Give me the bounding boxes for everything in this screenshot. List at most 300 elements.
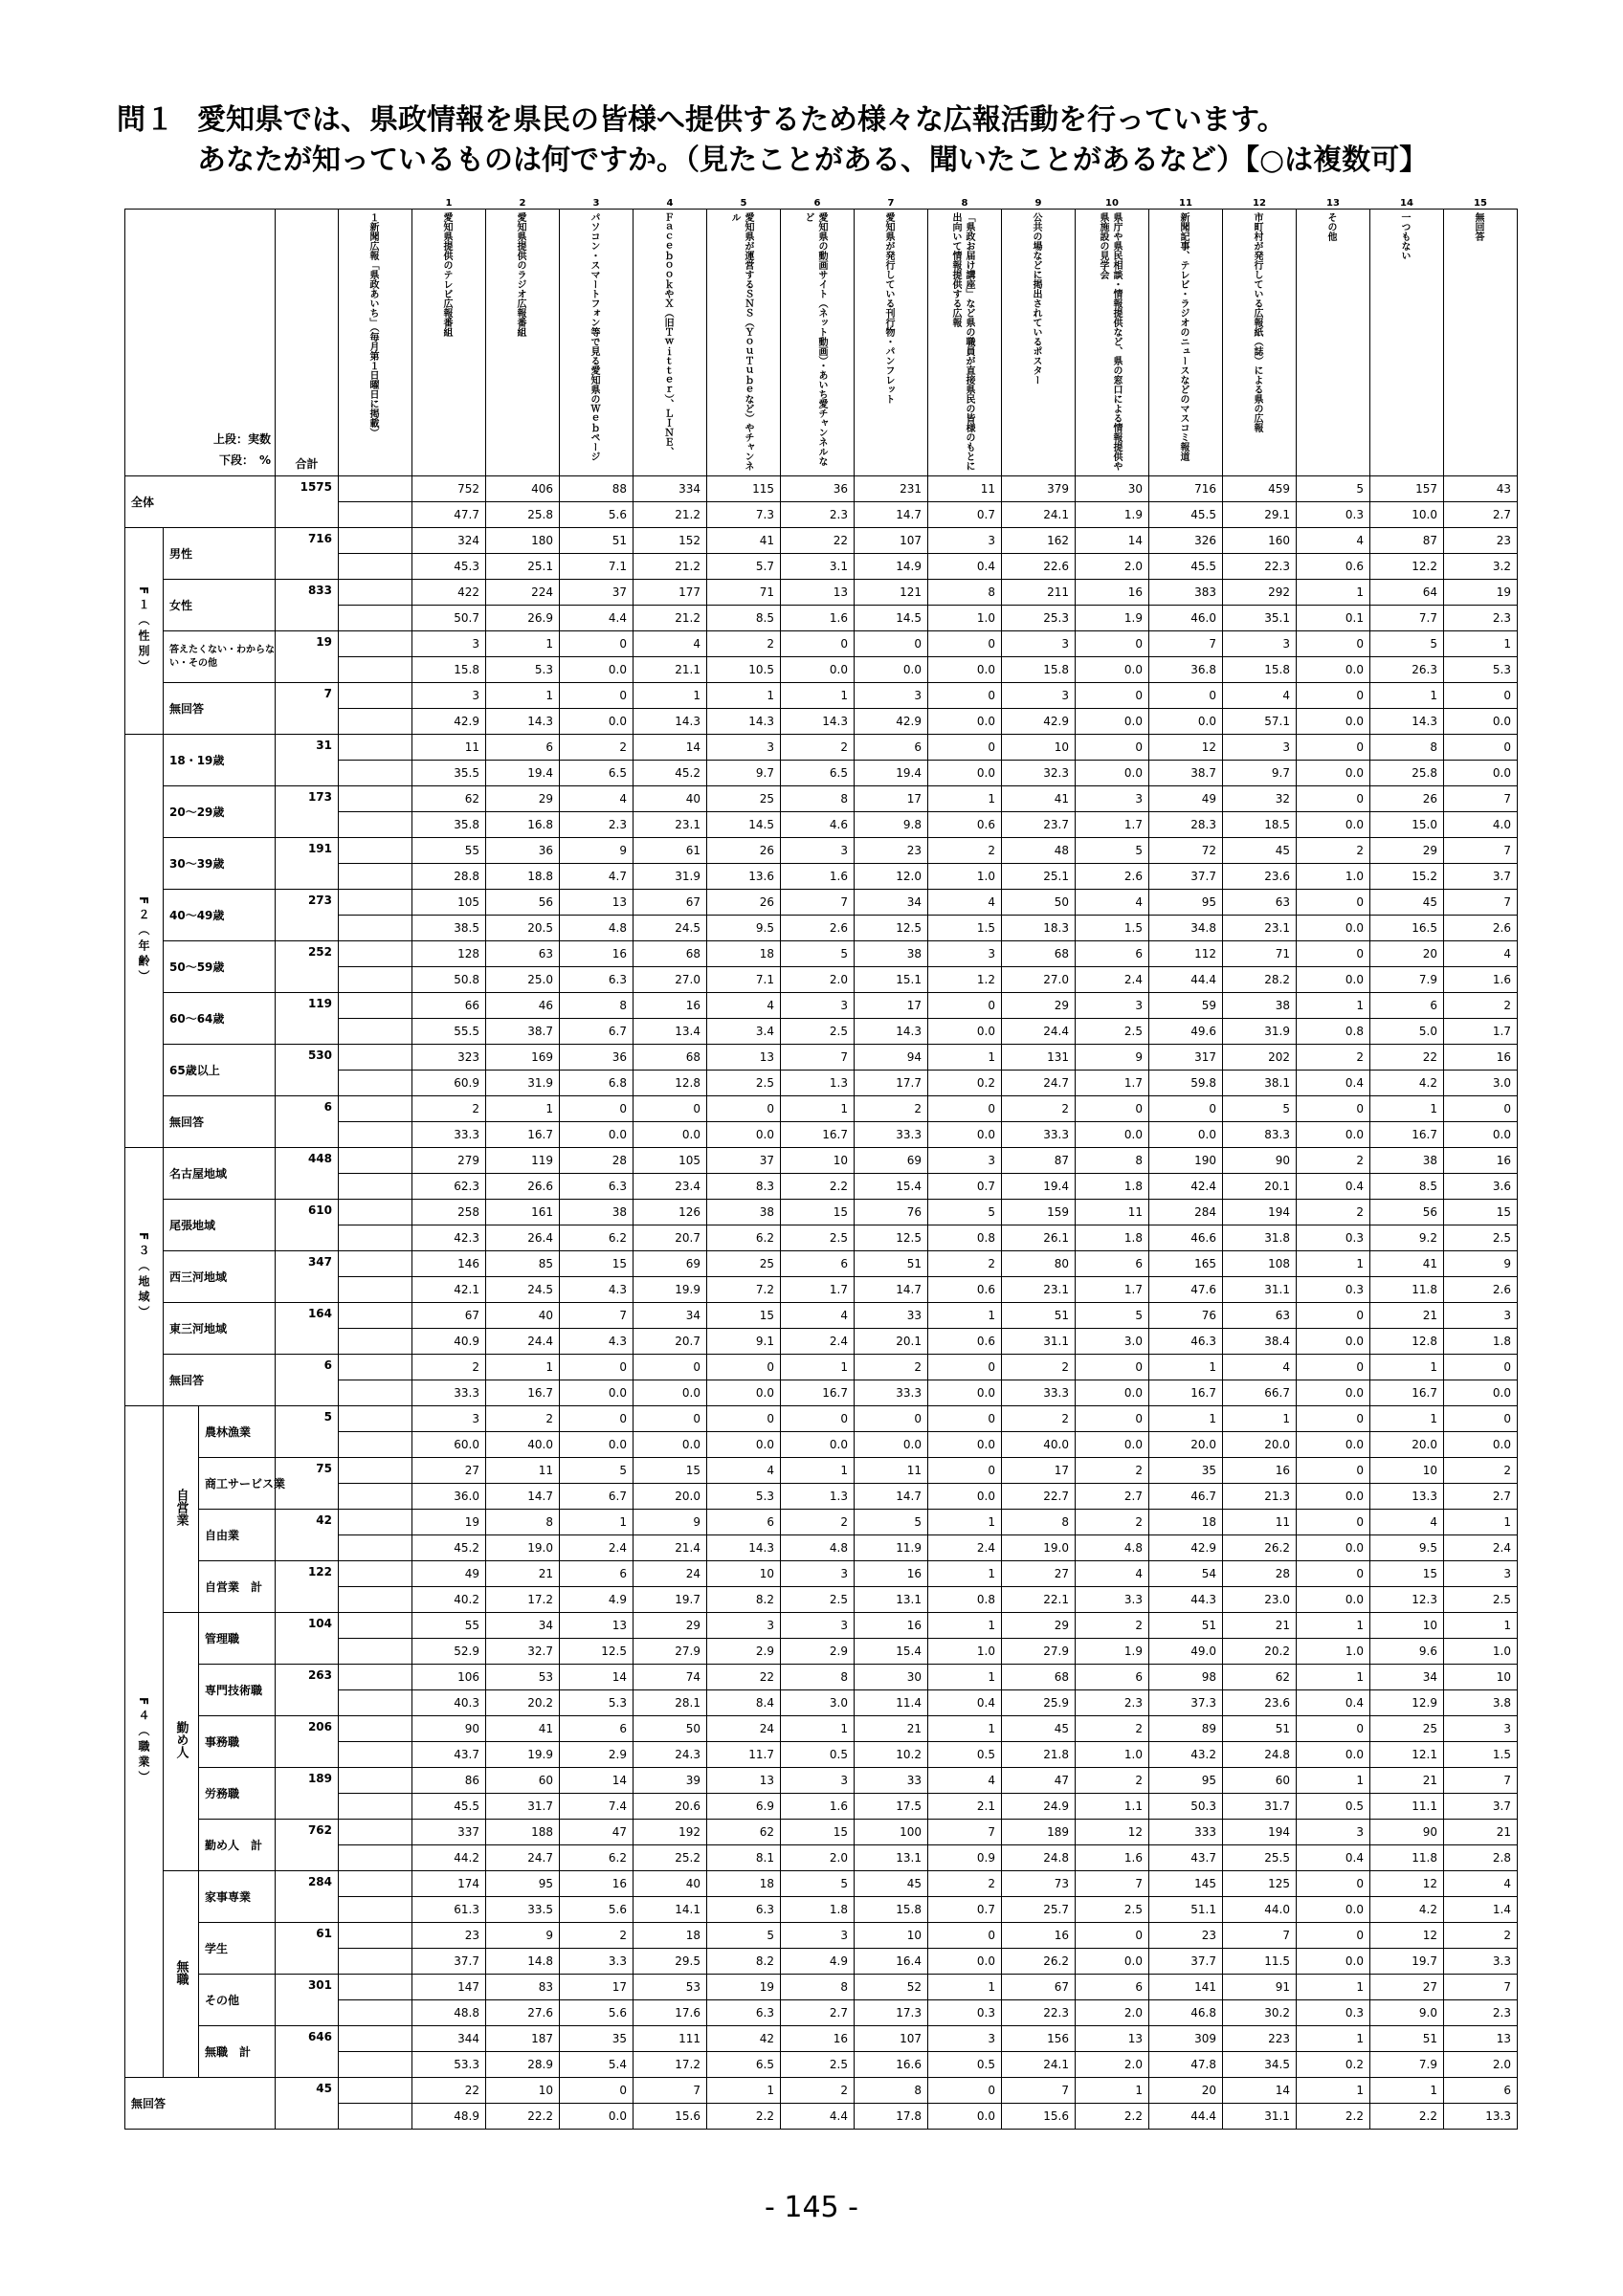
spacer-cell xyxy=(339,2052,412,2078)
count-cell: 35 xyxy=(560,2026,634,2052)
percent-cell: 35.5 xyxy=(412,761,486,786)
percent-cell: 1.4 xyxy=(1444,1897,1518,1923)
percent-cell: 1.5 xyxy=(1076,916,1149,941)
spacer-cell xyxy=(339,502,412,528)
count-cell: 6 xyxy=(1076,1975,1149,2000)
percent-cell: 6.2 xyxy=(560,1225,634,1251)
percent-cell: 0.7 xyxy=(928,502,1002,528)
count-cell: 16 xyxy=(781,2026,855,2052)
percent-cell: 2.6 xyxy=(781,916,855,941)
count-cell: 1 xyxy=(781,1716,855,1742)
percent-cell: 51.1 xyxy=(1149,1897,1223,1923)
percent-cell: 3.0 xyxy=(1076,1329,1149,1355)
percent-cell: 25.2 xyxy=(634,1845,707,1871)
percent-cell: 5.7 xyxy=(707,554,781,580)
count-cell: 15 xyxy=(707,1303,781,1329)
count-cell: 0 xyxy=(928,993,1002,1019)
percent-cell: 0.6 xyxy=(928,1329,1002,1355)
percent-cell: 15.4 xyxy=(855,1174,928,1200)
count-cell: 292 xyxy=(1223,580,1297,606)
percent-cell: 0.0 xyxy=(855,657,928,683)
percent-cell: 0.0 xyxy=(1297,761,1370,786)
spacer-cell xyxy=(339,1845,412,1871)
count-cell: 36 xyxy=(560,1045,634,1071)
count-cell: 1 xyxy=(1076,2078,1149,2104)
count-cell: 60 xyxy=(1223,1768,1297,1794)
percent-cell: 14.3 xyxy=(634,709,707,735)
percent-cell: 47.6 xyxy=(1149,1277,1223,1303)
count-cell: 174 xyxy=(412,1871,486,1897)
percent-cell: 12.0 xyxy=(855,864,928,890)
count-cell: 202 xyxy=(1223,1045,1297,1071)
count-cell: 162 xyxy=(1002,528,1076,554)
percent-cell: 0.0 xyxy=(560,709,634,735)
count-cell: 16 xyxy=(855,1613,928,1639)
count-cell: 10 xyxy=(855,1923,928,1949)
percent-cell: 1.8 xyxy=(1076,1225,1149,1251)
percent-cell: 31.7 xyxy=(486,1794,560,1820)
percent-cell: 6.7 xyxy=(560,1484,634,1510)
column-number: 5 xyxy=(740,198,747,209)
column-header xyxy=(560,210,634,476)
percent-cell: 33.3 xyxy=(1002,1122,1076,1148)
count-cell: 38 xyxy=(707,1200,781,1225)
count-cell: 119 xyxy=(486,1148,560,1174)
count-cell: 279 xyxy=(412,1148,486,1174)
count-cell: 2 xyxy=(781,735,855,761)
percent-cell: 0.0 xyxy=(928,1432,1002,1458)
count-cell: 0 xyxy=(1076,631,1149,657)
percent-cell: 20.7 xyxy=(634,1329,707,1355)
row-label: 全体 xyxy=(125,476,276,528)
count-cell: 26 xyxy=(707,890,781,916)
count-cell: 16 xyxy=(1076,580,1149,606)
percent-cell: 2.7 xyxy=(1444,502,1518,528)
count-cell: 49 xyxy=(412,1561,486,1587)
percent-cell: 4.8 xyxy=(1076,1535,1149,1561)
count-cell: 1 xyxy=(928,1665,1002,1690)
count-cell: 2 xyxy=(412,1355,486,1380)
percent-cell: 7.2 xyxy=(707,1277,781,1303)
count-cell: 21 xyxy=(855,1716,928,1742)
percent-cell: 0.0 xyxy=(1076,761,1149,786)
count-cell: 6 xyxy=(1076,1665,1149,1690)
count-cell: 2 xyxy=(855,1355,928,1380)
count-cell: 7 xyxy=(1444,1768,1518,1794)
count-cell: 0 xyxy=(1297,1510,1370,1535)
spacer-cell xyxy=(339,735,412,761)
percent-cell: 29.1 xyxy=(1223,502,1297,528)
percent-cell: 12.5 xyxy=(560,1639,634,1665)
count-cell: 7 xyxy=(1444,1975,1518,2000)
count-cell: 107 xyxy=(855,528,928,554)
count-cell: 22 xyxy=(1370,1045,1444,1071)
percent-cell: 16.7 xyxy=(1370,1122,1444,1148)
count-cell: 344 xyxy=(412,2026,486,2052)
row-label: 女性 xyxy=(164,580,276,631)
percent-cell: 6.9 xyxy=(707,1794,781,1820)
count-cell: 3 xyxy=(1076,786,1149,812)
percent-cell: 23.1 xyxy=(1002,1277,1076,1303)
count-cell: 28 xyxy=(1223,1561,1297,1587)
count-cell: 23 xyxy=(1444,528,1518,554)
percent-cell: 55.5 xyxy=(412,1019,486,1045)
percent-cell: 0.4 xyxy=(1297,1845,1370,1871)
count-cell: 4 xyxy=(560,786,634,812)
spacer-cell xyxy=(339,709,412,735)
count-cell: 1 xyxy=(1444,1613,1518,1639)
count-cell: 95 xyxy=(1149,1768,1223,1794)
percent-cell: 0.4 xyxy=(1297,1174,1370,1200)
percent-cell: 2.2 xyxy=(1076,2104,1149,2130)
percent-cell: 0.0 xyxy=(1076,1122,1149,1148)
column-header xyxy=(412,210,486,476)
percent-cell: 35.8 xyxy=(412,812,486,838)
spacer-cell xyxy=(339,1303,412,1329)
percent-cell: 2.2 xyxy=(781,1174,855,1200)
percent-cell: 0.6 xyxy=(1297,554,1370,580)
count-cell: 26 xyxy=(1370,786,1444,812)
percent-cell: 4.9 xyxy=(560,1587,634,1613)
percent-cell: 0.0 xyxy=(1297,1380,1370,1406)
row-label: 尾張地域 xyxy=(164,1200,276,1251)
count-cell: 41 xyxy=(1002,786,1076,812)
percent-cell: 66.7 xyxy=(1223,1380,1297,1406)
row-label: 無回答 xyxy=(164,1355,276,1406)
count-cell: 131 xyxy=(1002,1045,1076,1071)
count-cell: 2 xyxy=(928,838,1002,864)
count-cell: 1 xyxy=(1297,2078,1370,2104)
count-cell: 87 xyxy=(1002,1148,1076,1174)
percent-cell: 24.7 xyxy=(486,1845,560,1871)
count-cell: 2 xyxy=(1076,1613,1149,1639)
count-cell: 85 xyxy=(486,1251,560,1277)
count-cell: 3 xyxy=(928,2026,1002,2052)
count-cell: 19 xyxy=(1444,580,1518,606)
percent-cell: 1.5 xyxy=(1444,1742,1518,1768)
count-cell: 0 xyxy=(560,1096,634,1122)
total-cell: 61 xyxy=(276,1923,339,1975)
count-cell: 157 xyxy=(1370,476,1444,502)
percent-cell: 15.8 xyxy=(412,657,486,683)
count-cell: 6 xyxy=(855,735,928,761)
spacer-cell xyxy=(339,683,412,709)
percent-cell: 6.8 xyxy=(560,1071,634,1096)
percent-cell: 4.2 xyxy=(1370,1071,1444,1096)
percent-cell: 0.0 xyxy=(560,1432,634,1458)
percent-cell: 24.7 xyxy=(1002,1071,1076,1096)
count-cell: 1 xyxy=(1297,1975,1370,2000)
percent-cell: 11.4 xyxy=(855,1690,928,1716)
count-cell: 1 xyxy=(928,1716,1002,1742)
percent-cell: 0.0 xyxy=(634,1380,707,1406)
count-cell: 26 xyxy=(707,838,781,864)
table-row xyxy=(125,528,1518,554)
percent-cell: 20.6 xyxy=(634,1794,707,1820)
total-cell: 762 xyxy=(276,1820,339,1871)
count-cell: 15 xyxy=(560,1251,634,1277)
total-cell: 716 xyxy=(276,528,339,580)
spacer-cell xyxy=(339,1122,412,1148)
percent-cell: 37.3 xyxy=(1149,1690,1223,1716)
percent-cell: 0.5 xyxy=(928,2052,1002,2078)
count-cell: 0 xyxy=(1297,1716,1370,1742)
percent-cell: 33.3 xyxy=(855,1380,928,1406)
percent-cell: 1.7 xyxy=(1076,812,1149,838)
count-cell: 11 xyxy=(412,735,486,761)
count-cell: 1 xyxy=(781,1458,855,1484)
column-number: 8 xyxy=(961,198,968,209)
row-label: 管理職 xyxy=(199,1613,276,1665)
percent-cell: 0.4 xyxy=(1297,1690,1370,1716)
count-cell: 17 xyxy=(1002,1458,1076,1484)
count-cell: 190 xyxy=(1149,1148,1223,1174)
percent-cell: 16.7 xyxy=(1370,1380,1444,1406)
count-cell: 3 xyxy=(412,631,486,657)
percent-cell: 23.1 xyxy=(634,812,707,838)
count-cell: 1 xyxy=(928,1975,1002,2000)
count-cell: 1 xyxy=(781,683,855,709)
percent-cell: 42.3 xyxy=(412,1225,486,1251)
percent-cell: 1.3 xyxy=(781,1071,855,1096)
spacer-cell xyxy=(339,1535,412,1561)
count-cell: 62 xyxy=(412,786,486,812)
count-cell: 15 xyxy=(634,1458,707,1484)
percent-cell: 49.6 xyxy=(1149,1019,1223,1045)
count-cell: 194 xyxy=(1223,1200,1297,1225)
percent-cell: 2.0 xyxy=(781,967,855,993)
count-cell: 51 xyxy=(855,1251,928,1277)
count-cell: 0 xyxy=(928,2078,1002,2104)
count-cell: 1 xyxy=(486,683,560,709)
count-cell: 73 xyxy=(1002,1871,1076,1897)
percent-cell: 0.1 xyxy=(1297,606,1370,631)
count-cell: 60 xyxy=(486,1768,560,1794)
count-cell: 159 xyxy=(1002,1200,1076,1225)
table-row xyxy=(125,1303,1518,1329)
percent-cell: 28.9 xyxy=(486,2052,560,2078)
percent-cell: 0.0 xyxy=(928,709,1002,735)
count-cell: 194 xyxy=(1223,1820,1297,1845)
table-row xyxy=(125,941,1518,967)
percent-cell: 50.7 xyxy=(412,606,486,631)
count-cell: 18 xyxy=(634,1923,707,1949)
count-cell: 68 xyxy=(634,1045,707,1071)
count-cell: 41 xyxy=(486,1716,560,1742)
count-cell: 10 xyxy=(1444,1665,1518,1690)
count-cell: 22 xyxy=(412,2078,486,2104)
percent-cell: 46.7 xyxy=(1149,1484,1223,1510)
spacer-cell xyxy=(339,1355,412,1380)
count-cell: 8 xyxy=(781,1665,855,1690)
row-label: 労務職 xyxy=(199,1768,276,1820)
count-cell: 223 xyxy=(1223,2026,1297,2052)
count-cell: 2 xyxy=(412,1096,486,1122)
percent-cell: 2.5 xyxy=(1076,1897,1149,1923)
percent-cell: 2.0 xyxy=(1444,2052,1518,2078)
percent-cell: 33.3 xyxy=(412,1122,486,1148)
percent-cell: 1.9 xyxy=(1076,502,1149,528)
count-cell: 716 xyxy=(1149,476,1223,502)
percent-cell: 2.4 xyxy=(560,1535,634,1561)
percent-cell: 9.5 xyxy=(707,916,781,941)
count-cell: 6 xyxy=(486,735,560,761)
count-cell: 64 xyxy=(1370,580,1444,606)
column-number: 2 xyxy=(519,198,526,209)
total-cell: 119 xyxy=(276,993,339,1045)
count-cell: 8 xyxy=(1002,1510,1076,1535)
count-cell: 2 xyxy=(1444,1458,1518,1484)
count-cell: 76 xyxy=(855,1200,928,1225)
count-cell: 34 xyxy=(1370,1665,1444,1690)
count-cell: 6 xyxy=(1076,941,1149,967)
count-cell: 36 xyxy=(486,838,560,864)
column-header xyxy=(634,210,707,476)
count-cell: 16 xyxy=(1002,1923,1076,1949)
count-cell: 6 xyxy=(1370,993,1444,1019)
count-cell: 20 xyxy=(1370,941,1444,967)
percent-cell: 42.9 xyxy=(412,709,486,735)
column-header-text: 公共の場などに掲出されているポスター xyxy=(1031,212,1041,385)
percent-cell: 42.9 xyxy=(855,709,928,735)
percent-cell: 0.0 xyxy=(928,1019,1002,1045)
percent-cell: 0.0 xyxy=(1297,1484,1370,1510)
count-cell: 100 xyxy=(855,1820,928,1845)
percent-cell: 3.1 xyxy=(781,554,855,580)
percent-cell: 20.5 xyxy=(486,916,560,941)
percent-cell: 6.7 xyxy=(560,1019,634,1045)
percent-cell: 17.8 xyxy=(855,2104,928,2130)
percent-cell: 45.2 xyxy=(412,1535,486,1561)
count-cell: 66 xyxy=(412,993,486,1019)
row-label: 自営業 計 xyxy=(199,1561,276,1613)
percent-cell: 8.2 xyxy=(707,1949,781,1975)
count-cell: 1 xyxy=(707,2078,781,2104)
count-cell: 2 xyxy=(781,1510,855,1535)
percent-cell: 26.3 xyxy=(1370,657,1444,683)
count-cell: 25 xyxy=(707,786,781,812)
percent-cell: 2.3 xyxy=(560,812,634,838)
column-header xyxy=(1076,210,1149,476)
count-cell: 111 xyxy=(634,2026,707,2052)
count-cell: 21 xyxy=(1370,1768,1444,1794)
spacer-cell xyxy=(339,1432,412,1458)
percent-cell: 40.0 xyxy=(486,1432,560,1458)
spacer-cell xyxy=(339,2000,412,2026)
count-cell: 3 xyxy=(1223,735,1297,761)
spacer-cell xyxy=(339,631,412,657)
count-cell: 128 xyxy=(412,941,486,967)
count-cell: 68 xyxy=(1002,1665,1076,1690)
percent-cell: 5.4 xyxy=(560,2052,634,2078)
percent-cell: 6.5 xyxy=(707,2052,781,2078)
percent-cell: 21.2 xyxy=(634,502,707,528)
count-cell: 21 xyxy=(1370,1303,1444,1329)
percent-cell: 53.3 xyxy=(412,2052,486,2078)
count-cell: 25 xyxy=(1370,1716,1444,1742)
count-cell: 13 xyxy=(560,890,634,916)
row-label: 勤め人 計 xyxy=(199,1820,276,1871)
percent-cell: 17.3 xyxy=(855,2000,928,2026)
percent-cell: 0.3 xyxy=(928,2000,1002,2026)
percent-cell: 19.7 xyxy=(1370,1949,1444,1975)
percent-cell: 24.4 xyxy=(1002,1019,1076,1045)
spacer-cell xyxy=(339,1510,412,1535)
spacer-cell xyxy=(339,528,412,554)
percent-cell: 16.7 xyxy=(781,1380,855,1406)
percent-cell: 18.5 xyxy=(1223,812,1297,838)
row-label: 西三河地域 xyxy=(164,1251,276,1303)
count-cell: 1 xyxy=(1297,580,1370,606)
count-cell: 1 xyxy=(1149,1406,1223,1432)
percent-cell: 1.7 xyxy=(781,1277,855,1303)
count-cell: 24 xyxy=(634,1561,707,1587)
percent-cell: 14.5 xyxy=(707,812,781,838)
count-cell: 5 xyxy=(781,1871,855,1897)
column-number: 6 xyxy=(813,198,821,209)
percent-cell: 40.2 xyxy=(412,1587,486,1613)
percent-cell: 2.6 xyxy=(1444,916,1518,941)
percent-cell: 12.8 xyxy=(1370,1329,1444,1355)
count-cell: 5 xyxy=(855,1510,928,1535)
count-cell: 0 xyxy=(1297,1355,1370,1380)
percent-cell: 0.0 xyxy=(1149,1122,1223,1148)
percent-cell: 27.0 xyxy=(1002,967,1076,993)
count-cell: 17 xyxy=(855,786,928,812)
percent-cell: 20.0 xyxy=(634,1484,707,1510)
count-cell: 379 xyxy=(1002,476,1076,502)
count-cell: 3 xyxy=(928,941,1002,967)
percent-cell: 45.3 xyxy=(412,554,486,580)
question-text-line1: 愛知県では、県政情報を県民の皆様へ提供するため様々な広報活動を行っています。 xyxy=(197,103,1286,137)
count-cell: 187 xyxy=(486,2026,560,2052)
count-cell: 5 xyxy=(1076,1303,1149,1329)
spacer-cell xyxy=(339,1716,412,1742)
percent-cell: 0.2 xyxy=(928,1071,1002,1096)
count-cell: 16 xyxy=(855,1561,928,1587)
percent-cell: 40.0 xyxy=(1002,1432,1076,1458)
count-cell: 10 xyxy=(707,1561,781,1587)
count-cell: 30 xyxy=(1076,476,1149,502)
count-cell: 141 xyxy=(1149,1975,1223,2000)
percent-cell: 13.1 xyxy=(855,1587,928,1613)
percent-cell: 7.1 xyxy=(560,554,634,580)
count-cell: 107 xyxy=(855,2026,928,2052)
count-cell: 192 xyxy=(634,1820,707,1845)
row-label: 40～49歳 xyxy=(164,890,276,941)
count-cell: 161 xyxy=(486,1200,560,1225)
count-cell: 211 xyxy=(1002,580,1076,606)
count-cell: 4 xyxy=(1076,890,1149,916)
count-cell: 7 xyxy=(1444,890,1518,916)
count-cell: 4 xyxy=(781,1303,855,1329)
label-counts: 上段：実数 xyxy=(212,432,271,446)
count-cell: 29 xyxy=(1002,993,1076,1019)
total-cell: 1575 xyxy=(276,476,339,528)
row-label: 自由業 xyxy=(199,1510,276,1561)
count-cell: 10 xyxy=(1002,735,1076,761)
total-cell: 75 xyxy=(276,1458,339,1510)
count-cell: 51 xyxy=(560,528,634,554)
count-cell: 0 xyxy=(560,683,634,709)
percent-cell: 26.2 xyxy=(1223,1535,1297,1561)
percent-cell: 22.1 xyxy=(1002,1587,1076,1613)
count-cell: 90 xyxy=(1370,1820,1444,1845)
percent-cell: 22.7 xyxy=(1002,1484,1076,1510)
percent-cell: 52.9 xyxy=(412,1639,486,1665)
count-cell: 32 xyxy=(1223,786,1297,812)
count-cell: 0 xyxy=(707,1355,781,1380)
